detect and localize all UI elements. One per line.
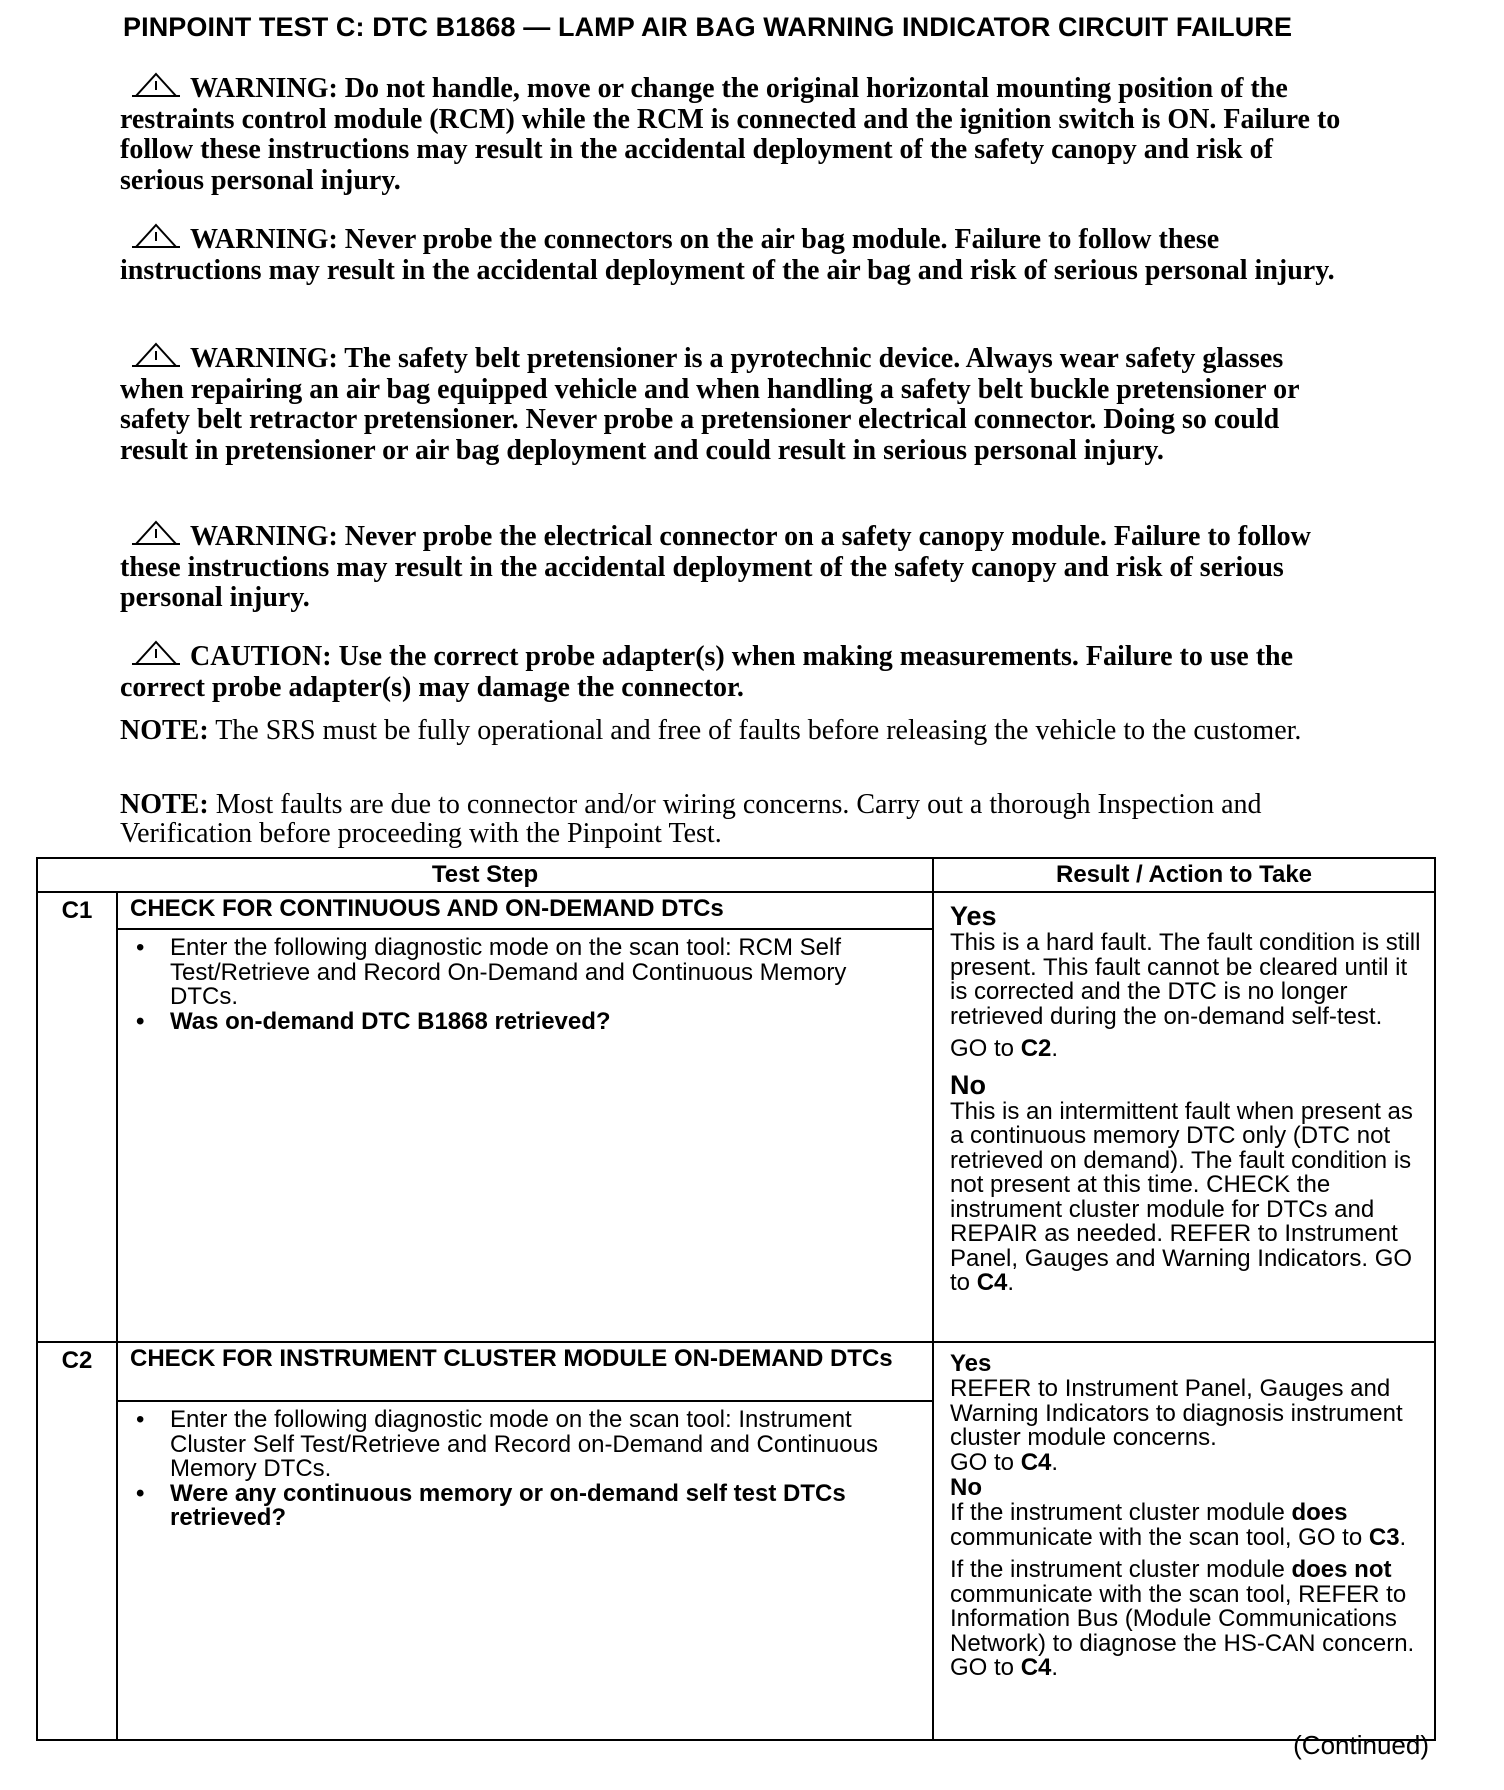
no-option-a xyxy=(950,1501,1428,1550)
continued-label: (Continued) xyxy=(1293,1730,1429,1760)
step-title: CHECK FOR INSTRUMENT CLUSTER MODULE ON-DEMAND DTCs xyxy=(117,1342,933,1401)
warning-block xyxy=(120,72,1350,196)
result-action-cell xyxy=(933,1342,1435,1740)
no-b-text: communicate with the scan tool, REFER to Information Bus (Module Communications Network) to diagnose the HS-CAN concern. GO to xyxy=(950,1580,1415,1681)
warning-text: Never probe the connectors on the air bag module. Failure to follow these instructions may result in the accidental deployment of the air bag and risk of serious personal injury. xyxy=(120,224,1335,286)
warning-text: Never probe the electrical connector on a safety canopy module. Failure to follow these instructions may result in the accidental deployment of the safety canopy and risk of serious personal injury. xyxy=(120,521,1311,613)
warning-label: WARNING: xyxy=(190,73,338,104)
header-test-step: Test Step xyxy=(37,858,933,892)
table-header-row xyxy=(37,858,1435,892)
page-title: PINPOINT TEST C: DTC B1868 — LAMP AIR BAG WARNING INDICATOR CIRCUIT FAILURE xyxy=(123,12,1293,42)
step-number: C1 xyxy=(37,892,117,1342)
warning-text: Do not handle, move or change the original horizontal mounting position of the restraints control module (RCM) while the RCM is connected and the ignition switch is ON. Failure to follow these instructions may result in the accidental deployment of the safety canopy and risk of serious personal injury. xyxy=(120,73,1341,196)
table-row xyxy=(37,1342,1435,1401)
pinpoint-test-table xyxy=(36,857,1436,1741)
goto-step: C3 xyxy=(1368,1523,1400,1551)
goto-suffix: . xyxy=(1399,1523,1407,1551)
no-a-text: communicate with the scan tool, GO to xyxy=(950,1523,1369,1551)
yes-goto xyxy=(950,1448,1428,1476)
warning-block xyxy=(120,520,1350,614)
yes-label: Yes xyxy=(950,1350,992,1377)
no-b-prefix: If the instrument cluster module xyxy=(950,1556,1292,1583)
note-label: NOTE: xyxy=(120,715,209,746)
note-block xyxy=(120,790,1350,848)
yes-text: REFER to Instrument Panel, Gauges and Warning Indicators to diagnosis instrument cluster module concerns. xyxy=(950,1375,1403,1451)
no-a-emphasis: does xyxy=(1291,1499,1348,1526)
note-text: Most faults are due to connector and/or wiring concerns. Carry out a thorough Inspection and Verification before proceeding with the Pinpoint Test. xyxy=(120,789,1262,849)
warning-block xyxy=(120,223,1350,286)
warning-triangle-icon xyxy=(130,72,182,98)
yes-goto xyxy=(950,1037,1428,1062)
caution-text: Use the correct probe adapter(s) when making measurements. Failure to use the correct probe adapter(s) may damage the connector. xyxy=(120,641,1294,703)
table-row xyxy=(37,892,1435,929)
step-instructions xyxy=(134,1408,920,1531)
goto-suffix: . xyxy=(1051,1448,1059,1476)
step-number: C2 xyxy=(37,1342,117,1740)
note-label: NOTE: xyxy=(120,789,209,820)
no-a-prefix: If the instrument cluster module xyxy=(950,1499,1292,1526)
no-option-b xyxy=(950,1558,1428,1681)
goto-prefix: GO to xyxy=(950,1448,1021,1476)
yes-label: Yes xyxy=(950,901,997,931)
warning-triangle-icon xyxy=(130,223,182,249)
goto-suffix: . xyxy=(1051,1654,1059,1681)
no-body: This is an intermittent fault when present as a continuous memory DTC only (DTC not retrieved on demand). The fault condition is not present at this time. CHECK the instrument cluster module for DTCs and REPAIR as needed. REFER to Instrument Panel, Gauges and Warning Indicators. GO to xyxy=(950,1097,1413,1296)
note-text: The SRS must be fully operational and free of faults before releasing the vehicle to the customer. xyxy=(215,715,1302,746)
yes-text: This is a hard fault. The fault condition is still present. This fault cannot be cleared until it is corrected and the DTC is no longer retrieved during the on-demand self-test. xyxy=(950,929,1421,1030)
warning-label: WARNING: xyxy=(190,521,338,552)
goto-step: C2 xyxy=(1020,1035,1052,1062)
goto-step: C4 xyxy=(1020,1654,1052,1681)
step-instructions xyxy=(134,936,920,1034)
step-title: CHECK FOR CONTINUOUS AND ON-DEMAND DTCs xyxy=(117,892,933,929)
warning-text: The safety belt pretensioner is a pyrotechnic device. Always wear safety glasses when repairing an air bag equipped vehicle and when handling a safety belt buckle pretensioner or safety belt retractor pretensioner. Never probe a pretensioner electrical connector. Doing so could result in pretensioner or air bag deployment and could result in serious personal injury. xyxy=(120,343,1300,466)
warning-label: WARNING: xyxy=(190,224,338,255)
caution-label: CAUTION: xyxy=(190,641,332,672)
step-bullet: • Enter the following diagnostic mode on the scan tool: RCM Self Test/Retrieve and Record On-Demand and Continuous Memory DTCs. xyxy=(170,936,920,1010)
step-bullet: • Enter the following diagnostic mode on the scan tool: Instrument Cluster Self Test/Retrieve and Record on-Demand and Continuous Memory DTCs. xyxy=(170,1408,920,1482)
goto-step: C4 xyxy=(1020,1448,1052,1476)
goto-step: C4 xyxy=(976,1269,1008,1296)
header-result-action: Result / Action to Take xyxy=(933,858,1435,892)
result-action-cell xyxy=(933,892,1435,1342)
step-question: • Were any continuous memory or on-demand self test DTCs retrieved? xyxy=(170,1482,920,1531)
note-block xyxy=(120,716,1350,745)
warning-block xyxy=(120,342,1350,466)
goto-suffix: . xyxy=(1051,1035,1059,1062)
warning-triangle-icon xyxy=(130,342,182,368)
caution-triangle-icon xyxy=(130,640,182,666)
step-body xyxy=(117,929,933,1342)
no-label: No xyxy=(950,1474,982,1501)
no-text xyxy=(950,1097,1428,1296)
step-question: • Was on-demand DTC B1868 retrieved? xyxy=(170,1010,920,1035)
no-b-emphasis: does not xyxy=(1291,1556,1392,1583)
goto-prefix: GO to xyxy=(950,1035,1021,1062)
step-body xyxy=(117,1401,933,1740)
caution-block xyxy=(120,640,1350,703)
no-label: No xyxy=(950,1069,986,1100)
warning-triangle-icon xyxy=(130,520,182,546)
goto-suffix: . xyxy=(1007,1269,1015,1296)
warning-label: WARNING: xyxy=(190,343,338,374)
